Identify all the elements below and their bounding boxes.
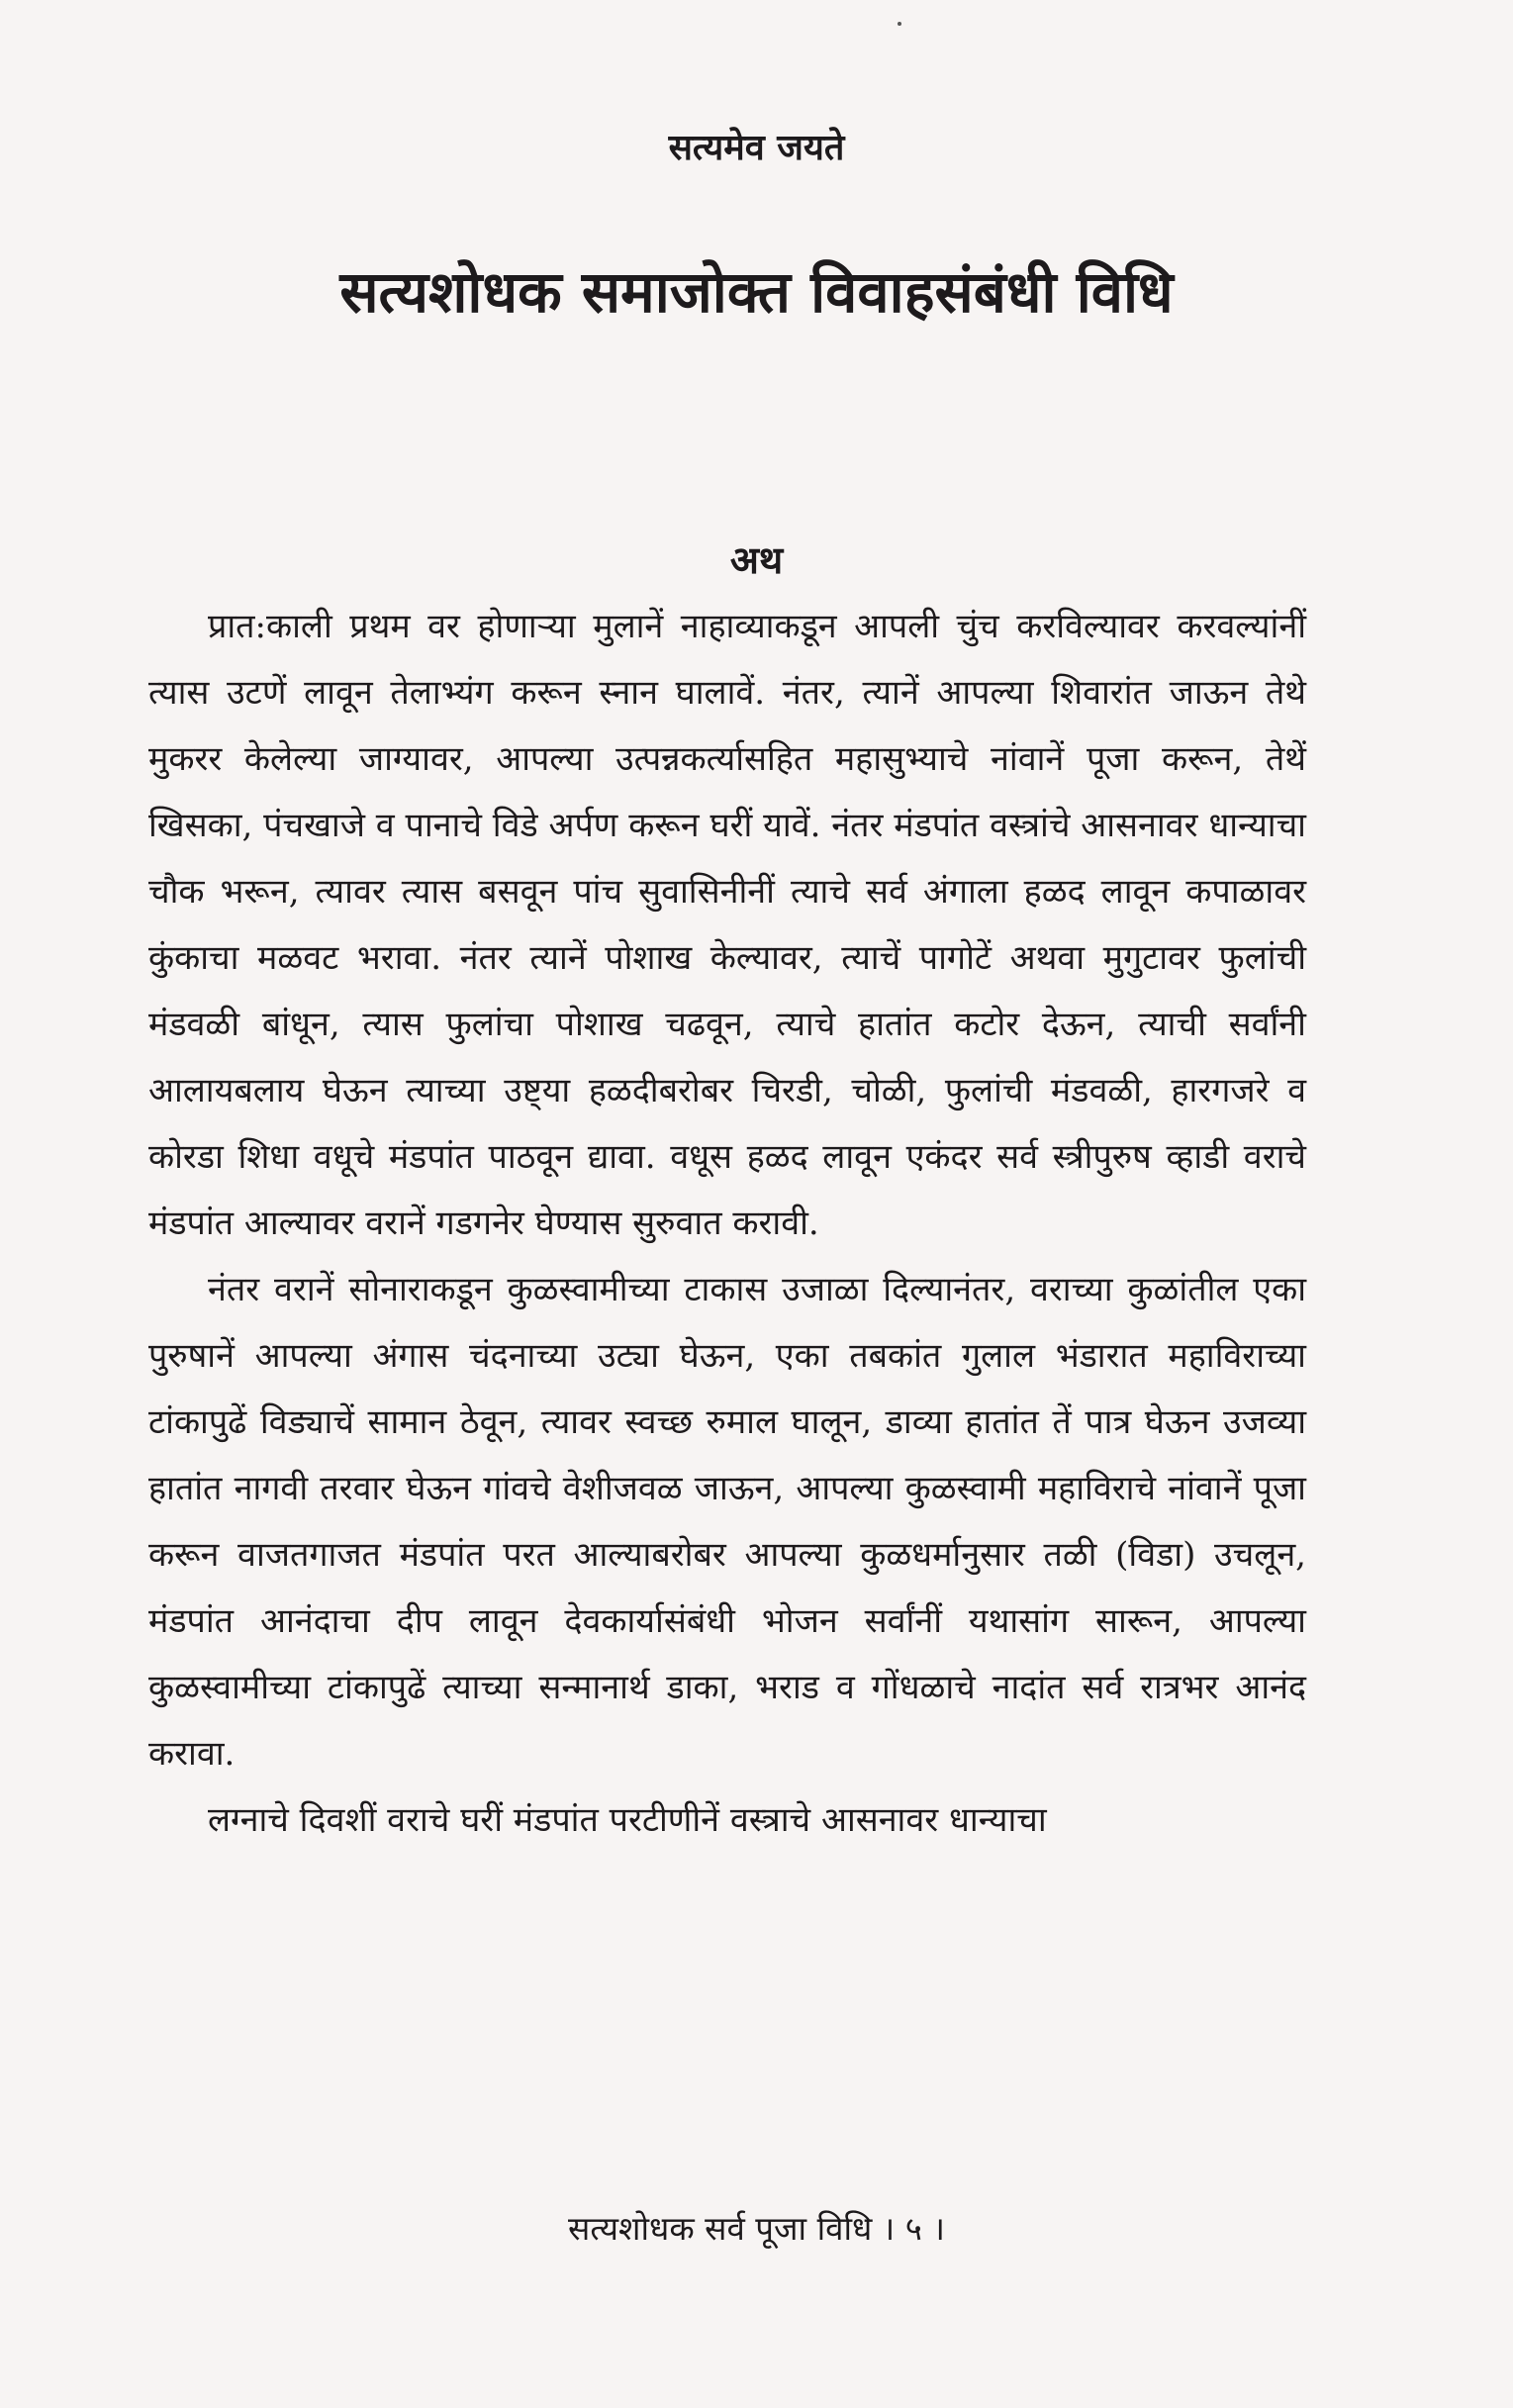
print-speck [898,22,901,26]
paragraph: प्रात:काली प्रथम वर होणाऱ्या मुलानें नाहाव्याकडून आपली चुंच करविल्यावर करवल्यांनीं त्यास उटणें लावून तेलाभ्यंग करून स्नान घालावें. नंतर, त्यानें आपल्या शिवारांत जाऊन तेथे मुकरर केलेल्या जाग्यावर, आपल्या उत्पन्नकर्त्यासहित महासुभ्याचे नांवानें पूजा करून, तेथें खिसका, पंचखाजे व पानाचे विडे अर्पण करून घरीं यावें. नंतर मंडपांत वस्त्रांचे आसनावर धान्याचा चौक भरून, त्यावर त्यास बसवून पांच सुवासिनीनीं त्याचे सर्व अंगाला हळद लावून कपाळावर कुंकाचा मळवट भरावा. नंतर त्यानें पोशाख केल्यावर, त्याचें पागोटें अथवा मुगुटावर फुलांची मंडवळी बांधून, त्यास फुलांचा पोशाख चढवून, त्याचे हातांत कटोर देऊन, त्याची सर्वांनी आलायबलाय घेऊन त्याच्या उष्ट्या हळदीबरोबर चिरडी, चोळी, फुलांची मंडवळी, हारगजरे व कोरडा शिधा वधूचे मंडपांत पाठवून द्यावा. वधूस हळद लावून एकंदर सर्व स्त्रीपुरुष व्हाडी वराचे मंडपांत आल्यावर वरानें गडगनेर घेण्यास सुरुवात करावी. [148,607,1306,1243]
paragraph: लग्नाचे दिवशीं वराचे घरीं मंडपांत परटीणीनें वस्त्राचे आसनावर धान्याचा [208,1800,1047,1840]
body-text [148,594,1306,1854]
page-footer: सत्यशोधक सर्व पूजा विधि । ५ । [568,2209,945,2248]
page-title: सत्यशोधक समाजोक्त विवाहसंबंधी विधि [339,258,1174,326]
paragraph: नंतर वरानें सोनाराकडून कुळस्वामीच्या टाकास उजाळा दिल्यानंतर, वराच्या कुळांतील एका पुरुषानें आपल्या अंगास चंदनाच्या उट्या घेऊन, एका तबकांत गुलाल भंडारात महाविराच्या टांकापुढें विड्याचें सामान ठेवून, त्यावर स्वच्छ रुमाल घालून, डाव्या हातांत तें पात्र घेऊन उजव्या हातांत नागवी तरवार घेऊन गांवचे वेशीजवळ जाऊन, आपल्या कुळस्वामी महाविराचे नांवानें पूजा करून वाजतगाजत मंडपांत परत आल्याबरोबर आपल्या कुळधर्मानुसार तळी (विडा) उचलून, मंडपांत आनंदाचा दीप लावून देवकार्यासंबंधी भोजन सर्वांनीं यथासांग सारून, आपल्या कुळस्वामीच्या टांकापुढें त्याच्या सन्मानार्थ डाका, भराड व गोंधळाचे नादांत सर्व रात्रभर आनंद करावा. [148,1270,1306,1774]
motto: सत्यमेव जयते [668,127,845,168]
section-heading: अथ [729,537,784,582]
